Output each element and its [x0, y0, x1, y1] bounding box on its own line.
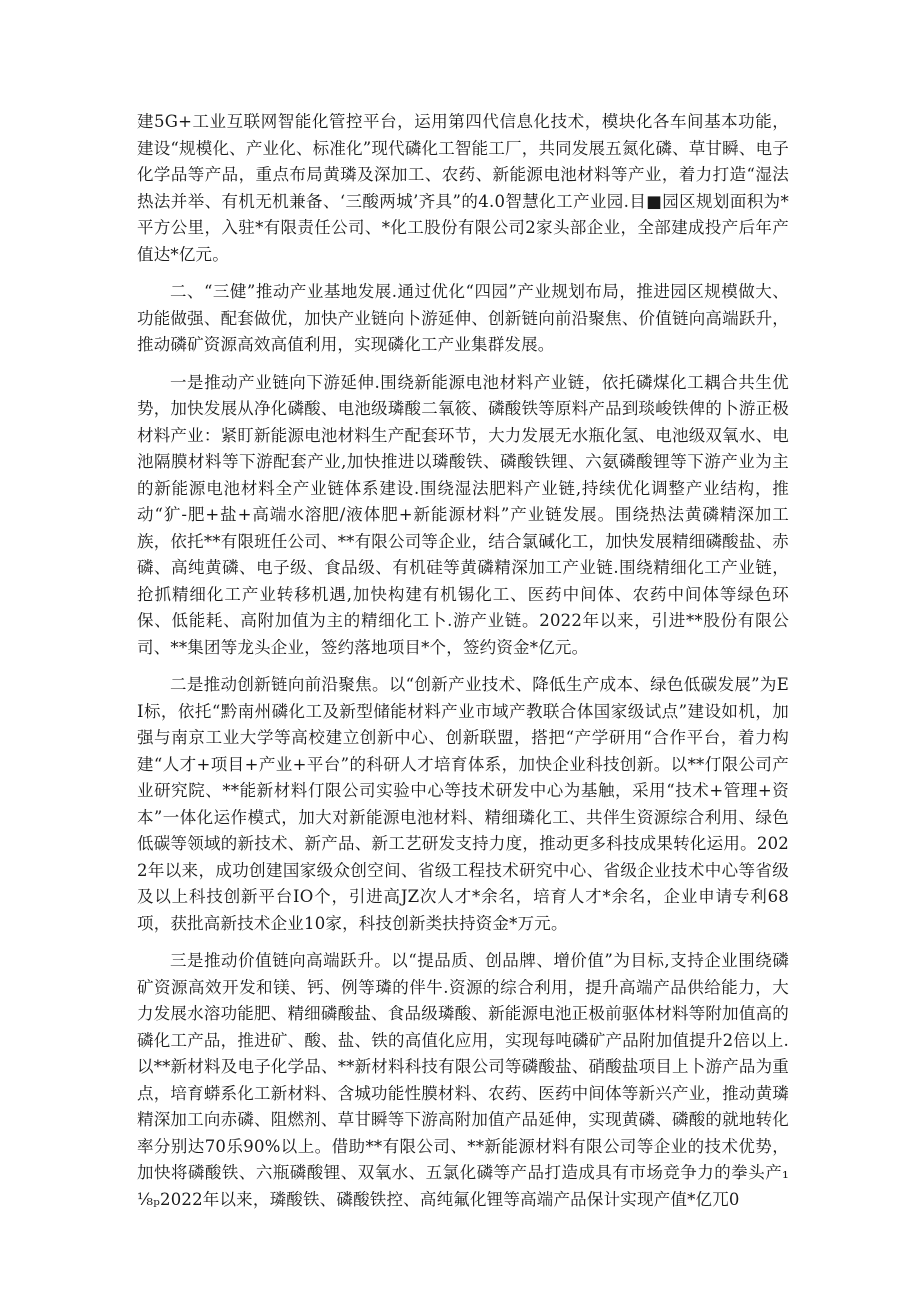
document-page: [137, 109, 789, 1224]
paragraph-intro: 建5G+工业互联网智能化管控平台，运用第四代信息化技术，模块化各车间基本功能，建设“规模化、产业化、标准化”现代磷化工智能工厂，共同发展五氮化磷、草甘瞬、电子化学品等产品，重点布局黄璘及深加工、农药、新能源电池材料等产业，着力打造“湿法热法并举、有机无机兼备、‘三酸两城’齐具”的4.0智慧化工产业园.目■园区规划面积为*平方公里，入驻*有限责任公司、*化工股份有限公司2家头部企业，全部建成投产后年产值达*亿元。: [137, 112, 789, 264]
paragraph-section-two: 二、“三健”推动产业基地发展.通过优化“四园”产业规划布局，推进园区规模做大、功能做强、配套做优，加快产业链向卜游延伸、创新链向前沿聚焦、价值链向高端跃升，推动磷矿资源高效高值利用，实现磷化工产业集群发展。: [137, 282, 789, 354]
paragraph-innovation-chain: 二是推动创新链向前沿聚焦。以“创新产业技术、降低生产成本、绿色低碳发展”为EI标，依托“黔南州磷化工及新型储能材料产业市域产教联合体国家级试点”建设如机，加强与南京工业大学等高校建立创新中心、创新联盟，搭把“产学研用“合作平台，着力构建“人才+项目+产业+平台”的科研人才培育体系，加快企业科技创新。以**仃限公司产业研究院、**能新材料仃限公司实验中心等技术研发中心为基触，采用“技术+管理+资本”一体化运作模式，加大对新能源电池材料、精细璘化工、共伴生资源综合利用、绿色低碳等领域的新技术、新产品、新工艺研发支持力度，推动更多科技成果转化运用。2022年以来，成功创建国家级众创空间、省级工程技术研究中心、省级企业技术中心等省级及以上科技创新平台IO个，引进高JZ次人才*余名，培育人才*余名，企业申请专利68项，获批高新技术企业10家，科技创新类扶持资金*万元。: [137, 675, 789, 933]
paragraph-industry-chain: 一是推动产业链向下游延伸.围绕新能源电池材料产业链，依托磷煤化工耦合共生优势，加快发展从净化磷酸、电池级璘酸二氧筱、磷酸铁等原料产品到琰峻铁俾的卜游正极材料产业：紧盯新能源电池材料生产配套环节，大力发展无水瓶化氢、电池级双氧水、电池隔膜材料等下游配套产业,加快推进以璘酸铁、磷酸铁锂、六氨磷酸锂等下游产业为主的新能源电池材料全产业链体系建设.围绕湿法肥料产业链,持续优化调整产业结构，推动“犷-肥+盐+高端水溶肥/液体肥+新能源材料”产业链发展。围绕热法黄磷精深加工族，依托**有限班任公司、**有限公司等企业，结合氯碱化工，加快发展精细磷酸盐、赤磷、高纯黄磷、电子级、食品级、有机硅等黄磷精深加工产业链.围绕精细化工产业链，抢抓精细化工产业转移机遇,加快构建有机锡化工、医药中间体、农药中间体等绿色环保、低能耗、高附加值为主的精细化工卜.游产业链。2022年以来，引进**股份有限公司、**集团等龙头企业，签约落地项目*个，签约资金*亿元。: [137, 372, 789, 657]
paragraph-value-chain: 三是推动价值链向高端跃升。以“提品质、创品牌、增价值”为目标,支持企业围绕磷矿资源高效开发和镁、钙、例等璘的伴牛.资源的综合利用，提升高端产品供给能力，大力发展水溶功能肥、精细磷酸盐、食品级璘酸、新能源电池正极前驱体材料等附加值高的磷化工产品，推进矿、酸、盐、铁的高值化应用，实现每吨磷矿产品附加值提升2倍以上.以**新材料及电子化学品、**新材料科技有限公司等磷酸盐、硝酸盐项目上卜游产品为重点，培育蟒系化工新材料、含城功能性膜材料、农药、医药中间体等新兴产业，推动黄璘精深加工向赤磷、阻燃剂、草甘瞬等下游高附加值产品延伸，实现黄磷、磷酸的就地转化率分别达70乐90%以上。借助**有限公司、**新能源材料有限公司等企业的技术优势，加快将磷酸铁、六瓶磷酸锂、双氧水、五氯化磷等产品打造成具有市场竞争力的拳头产₁⅛ₚ2022年以来，璘酸铁、磷酸铁控、高纯氟化锂等高端产品保计实现产值*亿兀0: [137, 951, 789, 1209]
